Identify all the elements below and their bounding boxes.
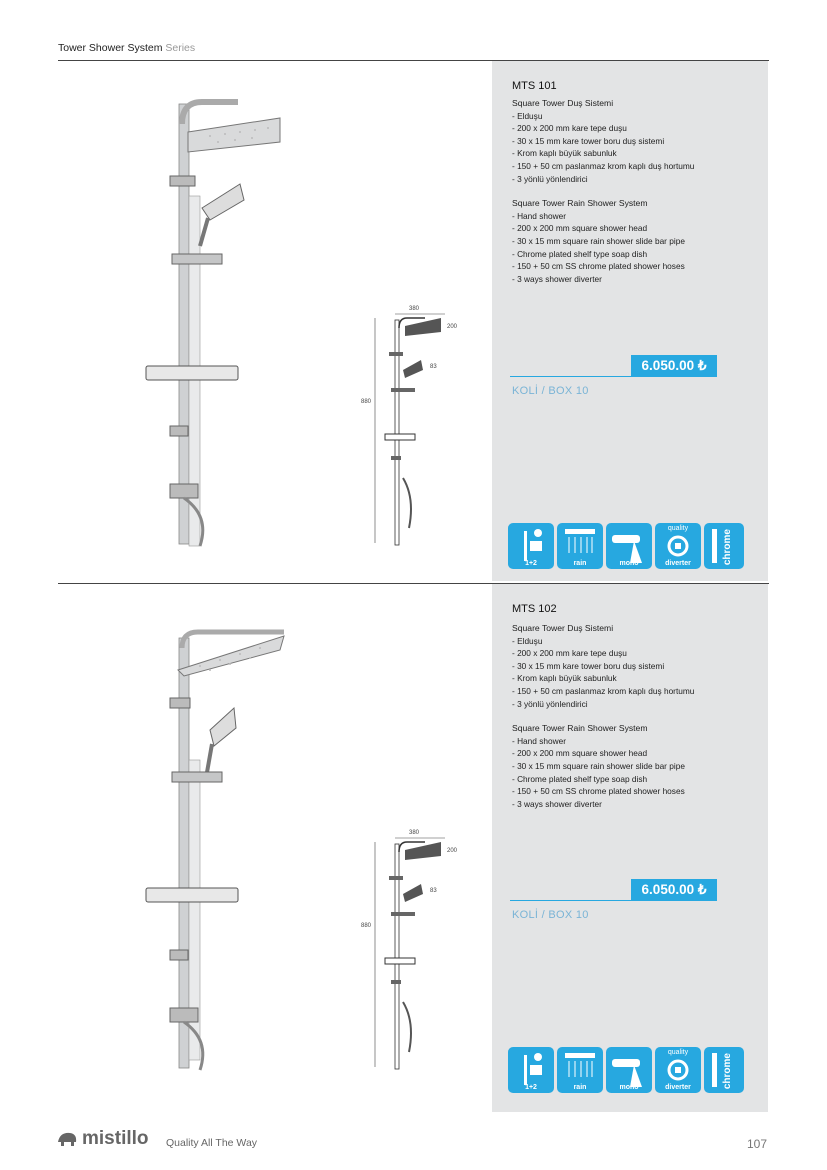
en-item: - 200 x 200 mm square shower head [512,748,648,759]
tr-item: - 200 x 200 mm kare tepe duşu [512,648,627,659]
product-photo-1 [140,96,290,551]
brand-name: mistillo [82,1128,149,1149]
model-name-2: MTS 102 [512,603,557,615]
mono-faucet-icon: mono [606,1047,652,1093]
svg-text:83: 83 [430,364,437,370]
en-item: - 30 x 15 mm square rain shower slide bar pipe [512,760,685,771]
chrome-icon: chrome [704,523,744,569]
box-quantity-2: KOLİ / BOX 10 [512,909,589,921]
tr-item: - Krom kaplı büyük sabunluk [512,673,617,684]
box-quantity-1: KOLİ / BOX 10 [512,385,589,397]
en-item: - 3 ways shower diverter [512,798,602,809]
en-item: - 150 + 50 cm SS chrome plated shower hoses [512,786,685,797]
model-name-1: MTS 101 [512,80,557,92]
hand-shower-icon: 1+2 [508,523,554,569]
en-title: Square Tower Rain Shower System [512,723,648,734]
tr-item: - 30 x 15 mm kare tower boru duş sistemi [512,135,665,146]
page-header [58,42,195,54]
description-1 [512,97,752,285]
tr-item: - Elduşu [512,635,543,646]
dimension-drawing-2 [355,822,458,1074]
brand-logo [56,1128,149,1150]
en-item: - 200 x 200 mm square shower head [512,223,648,234]
en-item: - 30 x 15 mm square rain shower slide bar pipe [512,235,685,246]
feature-icons-2 [508,1047,744,1093]
tr-item: - 200 x 200 mm kare tepe duşu [512,123,627,134]
hand-shower-icon: 1+2 [508,1047,554,1093]
tr-item: - 30 x 15 mm kare tower boru duş sistemi [512,660,665,671]
svg-text:880: 880 [361,923,372,929]
svg-text:83: 83 [430,888,437,894]
elephant-logo-icon [56,1130,78,1148]
tr-item: - 150 + 50 cm paslanmaz krom kaplı duş hortumu [512,160,695,171]
description-2 [512,622,752,810]
tr-title: Square Tower Duş Sistemi [512,98,614,108]
chrome-icon: chrome [704,1047,744,1093]
product-photo-2 [140,620,290,1075]
mono-faucet-icon: mono [606,523,652,569]
svg-text:200: 200 [447,324,458,330]
en-item: - Chrome plated shelf type soap dish [512,773,648,784]
tr-item: - Krom kaplı büyük sabunluk [512,148,617,159]
svg-text:380: 380 [409,306,420,312]
dimension-drawing-1 [355,298,458,550]
price-badge-1: 6.050.00 ₺ [631,355,717,377]
svg-text:880: 880 [361,399,372,405]
page-number: 107 [746,1137,767,1151]
rain-shower-icon: rain [557,1047,603,1093]
en-title: Square Tower Rain Shower System [512,198,648,209]
tr-item: - 3 yönlü yönlendirici [512,173,588,184]
en-item: - Hand shower [512,735,566,746]
footer-tagline: Quality All The Way [166,1137,258,1149]
en-item: - Hand shower [512,210,566,221]
price-badge-2: 6.050.00 ₺ [631,879,717,901]
rain-shower-icon: rain [557,523,603,569]
tr-item: - 150 + 50 cm paslanmaz krom kaplı duş hortumu [512,685,695,696]
en-item: - 3 ways shower diverter [512,273,602,284]
quality-diverter-icon: quality diverter [655,1047,701,1093]
tr-item: - Elduşu [512,110,543,121]
svg-text:380: 380 [409,830,420,836]
tr-title: Square Tower Duş Sistemi [512,623,614,633]
feature-icons-1 [508,523,744,569]
quality-diverter-icon: quality diverter [655,523,701,569]
svg-text:200: 200 [447,848,458,854]
tr-item: - 3 yönlü yönlendirici [512,698,588,709]
header-title: Tower Shower System [58,42,163,54]
header-series: Series [165,42,196,54]
en-item: - 150 + 50 cm SS chrome plated shower hoses [512,261,685,272]
en-item: - Chrome plated shelf type soap dish [512,248,648,259]
